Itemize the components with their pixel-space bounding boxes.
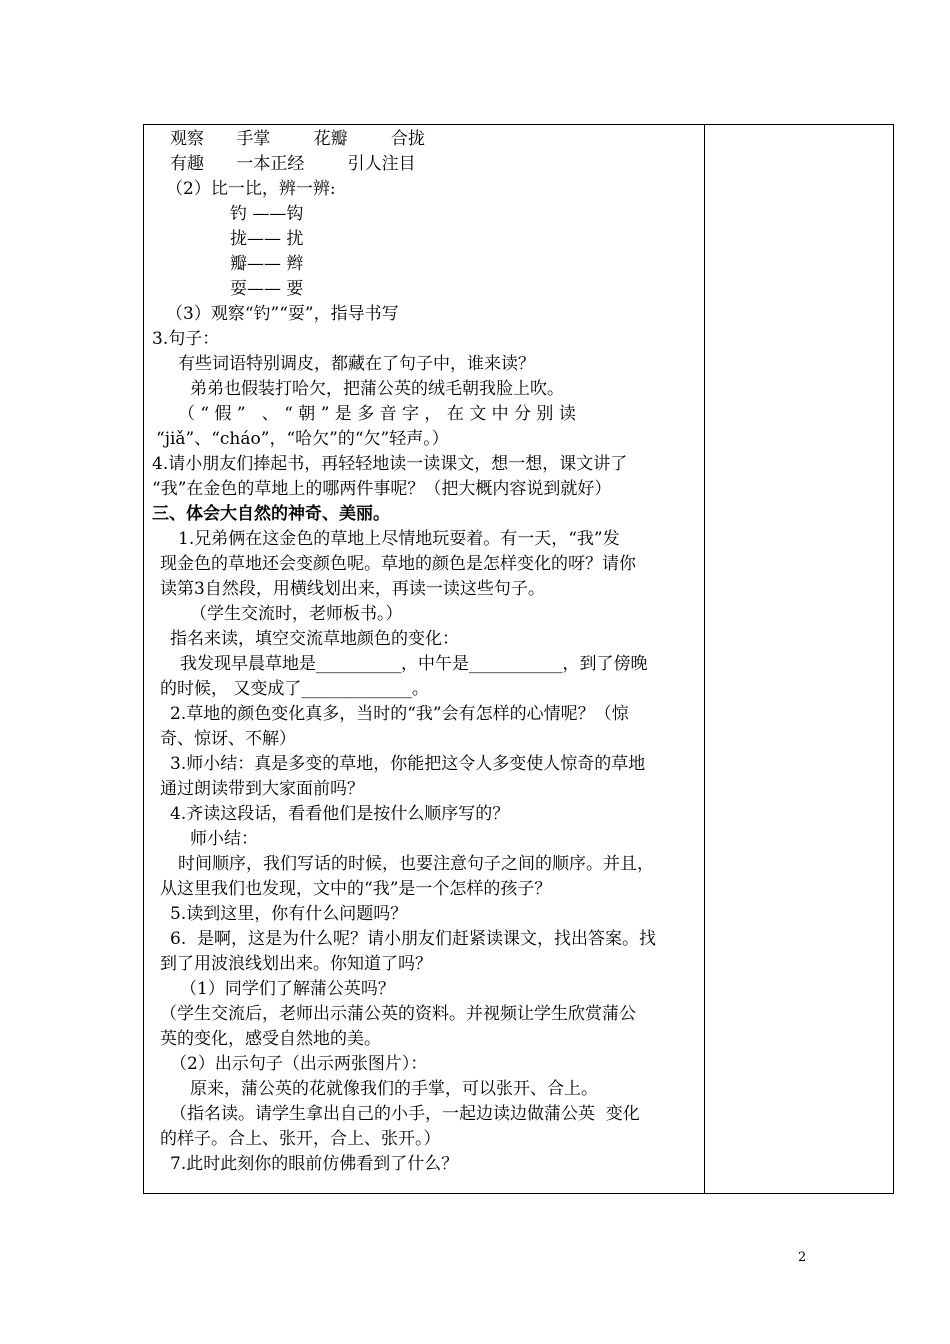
section-heading: 三、体会大自然的神奇、美丽。 [152,504,390,524]
vocab-row-1: 观察 手掌 花瓣 合拢 [170,129,425,149]
compare-pair-4: 耍—— 要 [230,279,304,299]
compare-pair-2: 拢—— 扰 [230,229,304,249]
paragraph-line: 原来，蒲公英的花就像我们的手掌，可以张开、合上。 [190,1079,598,1099]
paragraph-line: （指名读。请学生拿出自己的小手，一起边读边做蒲公英 变化 [170,1104,640,1124]
paragraph-line: （学生交流时，老师板书。） [190,604,403,624]
paragraph-line: （2）出示句子（出示两张图片）： [170,1054,428,1074]
paragraph-line: （学生交流后，老师出示蒲公英的资料。并视频让学生欣赏蒲公 [160,1004,636,1024]
lesson-table [143,124,894,1194]
column-divider [704,125,705,1193]
sentence-heading: 3.句子： [152,329,220,349]
paragraph-line: 的样子。合上、张开，合上、张开。） [160,1129,441,1149]
paragraph-line: 弟弟也假装打哈欠，把蒲公英的绒毛朝我脸上吹。 [190,379,564,399]
paragraph-line: 英的变化，感受自然地的美。 [160,1029,381,1049]
paragraph-line: 奇、惊讶、不解） [160,729,296,749]
paragraph-line: （1）同学们了解蒲公英吗？ [180,979,395,999]
paragraph-line: 师小结： [190,829,258,849]
compare-pair-3: 瓣—— 辫 [230,254,304,274]
vocab-row-2: 有趣 一本正经 引人注目 [170,154,416,174]
paragraph-line: 7.此时此刻你的眼前仿佛看到了什么？ [170,1154,459,1174]
paragraph-line: 通过朗读带到大家面前吗？ [160,779,364,799]
paragraph-line: 2.草地的颜色变化真多，当时的“我”会有怎样的心情呢？（惊 [170,704,629,724]
paragraph-line: 4.齐读这段话，看看他们是按什么顺序写的？ [170,804,510,824]
paragraph-line: 时间顺序，我们写话的时候，也要注意句子之间的顺序。并且， [178,854,654,874]
paragraph-line: 从这里我们也发现，文中的“我”是一个怎样的孩子？ [160,879,552,899]
fill-blank-line: 的时候， 又变成了_____________。 [160,679,429,699]
paragraph-line: （ “ 假 ” 、 “ 朝 ” 是 多 音 字 ， 在 文 中 分 别 读 [178,404,576,424]
paragraph-line: 读第3自然段，用横线划出来，再读一读这些句子。 [160,579,545,599]
compare-pair-1: 钓 ——钩 [230,204,304,224]
paragraph-line: 5.读到这里，你有什么问题吗？ [170,904,408,924]
paragraph-line: 到了用波浪线划出来。你知道了吗？ [160,954,432,974]
paragraph-line: 6. 是啊，这是为什么呢？请小朋友们赶紧读课文，找出答案。找 [170,929,657,949]
paragraph-line: 4.请小朋友们捧起书，再轻轻地读一读课文，想一想，课文讲了 [152,454,628,474]
fill-blank-line: 我发现早晨草地是__________，中午是___________，到了傍晚 [180,654,648,674]
paragraph-line: “我”在金色的草地上的哪两件事呢？（把大概内容说到就好） [152,479,612,499]
paragraph-line: 3.师小结：真是多变的草地，你能把这令人多变使人惊奇的草地 [170,754,646,774]
compare-heading: （2）比一比，辨一辨: [166,179,336,199]
paragraph-line: 指名来读，填空交流草地颜色的变化： [170,629,459,649]
writing-guide: （3）观察“钓”“耍”，指导书写 [166,304,399,324]
paragraph-line: 现金色的草地还会变颜色呢。草地的颜色是怎样变化的呀？请你 [160,554,636,574]
paragraph-line: 有些词语特别调皮，都藏在了句子中，谁来读？ [178,354,535,374]
paragraph-line: “jiǎ”、“cháo”，“哈欠”的“欠”轻声。） [156,429,449,449]
page-number: 2 [798,1250,807,1265]
paragraph-line: 1.兄弟俩在这金色的草地上尽情地玩耍着。有一天，“我”发 [178,529,620,549]
